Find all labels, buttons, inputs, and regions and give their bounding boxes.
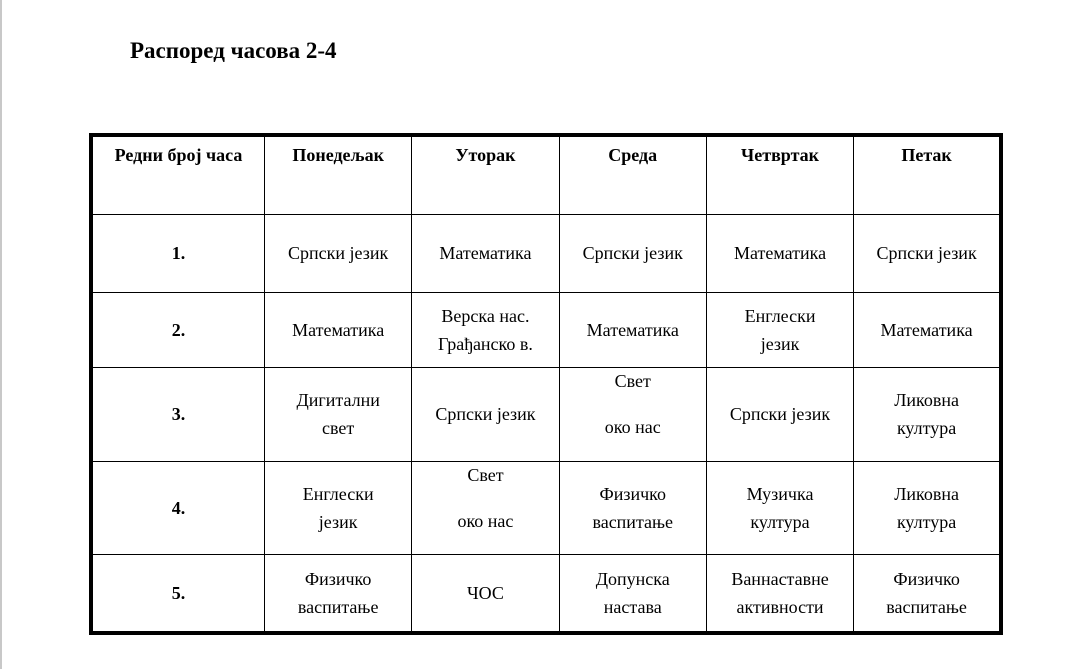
column-header: Петак	[854, 135, 1001, 214]
lesson-line: Математика	[439, 243, 532, 263]
lesson-line: активности	[736, 596, 824, 617]
lesson-line: око нас	[604, 416, 661, 437]
page-title: Распоред часова 2-4	[130, 38, 337, 63]
lesson-line: свет	[322, 418, 355, 438]
lesson-line: Физичко	[599, 483, 666, 504]
table-row	[91, 292, 1001, 367]
column-header: Редни број часа	[91, 135, 265, 214]
table-row	[91, 461, 1001, 554]
lesson-line: Српски језик	[288, 243, 389, 263]
lesson-cell	[706, 554, 853, 633]
lesson-line: васпитање	[886, 596, 967, 617]
lesson-line	[416, 487, 554, 510]
lesson-line: васпитање	[592, 511, 674, 532]
lesson-cell	[265, 292, 412, 367]
page-edge	[0, 0, 2, 669]
lesson-line: Математика	[292, 319, 385, 340]
lesson-line: Српски језик	[435, 404, 536, 424]
lesson-cell	[559, 367, 706, 461]
lesson-line: Ваннаставне	[731, 568, 829, 589]
lesson-cell	[706, 292, 853, 367]
header-row	[91, 135, 1001, 214]
lesson-line: Српски језик	[582, 243, 683, 263]
lesson-cell	[559, 214, 706, 292]
lesson-line	[564, 393, 702, 416]
lesson-cell	[559, 461, 706, 554]
lesson-line: Српски језик	[729, 404, 831, 424]
lesson-cell	[265, 461, 412, 554]
table-row	[91, 367, 1001, 461]
lesson-cell	[412, 214, 559, 292]
lesson-cell	[412, 292, 559, 367]
lesson-line: Математика	[586, 319, 679, 340]
lesson-cell	[706, 461, 853, 554]
lesson-line: Ликовна	[894, 483, 959, 504]
lesson-cell	[706, 367, 853, 461]
lesson-line: ЧОС	[466, 582, 504, 603]
lesson-line: настава	[603, 596, 662, 617]
lesson-cell	[854, 367, 1001, 461]
lesson-line: Дигитални	[296, 390, 380, 410]
lesson-line: култура	[750, 511, 810, 532]
lesson-line: Математика	[880, 319, 973, 340]
lesson-cell	[412, 367, 559, 461]
lesson-line: Грађанско в.	[437, 333, 533, 354]
lesson-line: култура	[896, 511, 957, 532]
lesson-line: Свет	[467, 464, 504, 485]
lesson-cell	[559, 292, 706, 367]
lesson-number: 5.	[91, 554, 265, 633]
lesson-cell	[265, 367, 412, 461]
lesson-line: Енглески	[302, 483, 374, 504]
lesson-line: језик	[760, 333, 800, 354]
table-row	[91, 554, 1001, 633]
lesson-line: Музичка	[746, 483, 814, 504]
lesson-line: језик	[318, 511, 358, 532]
lesson-line: Енглески	[744, 305, 816, 326]
lesson-cell	[854, 554, 1001, 633]
table-row	[91, 214, 1001, 292]
lesson-line: Физичко	[893, 568, 960, 589]
lesson-cell	[706, 214, 853, 292]
lesson-cell	[412, 461, 559, 554]
lesson-line: Ликовна	[894, 390, 959, 410]
lesson-line: Математика	[733, 243, 827, 263]
column-header: Среда	[559, 135, 706, 214]
lesson-cell	[854, 292, 1001, 367]
column-header: Понедељак	[265, 135, 412, 214]
lesson-cell	[265, 214, 412, 292]
column-header: Четвртак	[706, 135, 853, 214]
lesson-number: 2.	[91, 292, 265, 367]
lesson-line: Верска нас.	[441, 305, 530, 326]
lesson-number: 1.	[91, 214, 265, 292]
lesson-line: Српски језик	[876, 243, 977, 263]
lesson-cell	[412, 554, 559, 633]
lesson-line: Свет	[614, 370, 651, 391]
lesson-line: Физичко	[304, 568, 372, 589]
lesson-line: око нас	[457, 510, 514, 531]
lesson-cell	[559, 554, 706, 633]
lesson-cell	[854, 214, 1001, 292]
lesson-number: 3.	[91, 367, 265, 461]
lesson-line: Допунска	[595, 568, 670, 589]
lesson-cell	[265, 554, 412, 633]
lesson-number: 4.	[91, 461, 265, 554]
lesson-line: култура	[896, 418, 957, 438]
schedule-table	[89, 133, 1003, 635]
lesson-line: васпитање	[297, 596, 379, 617]
lesson-cell	[854, 461, 1001, 554]
column-header: Уторак	[412, 135, 559, 214]
